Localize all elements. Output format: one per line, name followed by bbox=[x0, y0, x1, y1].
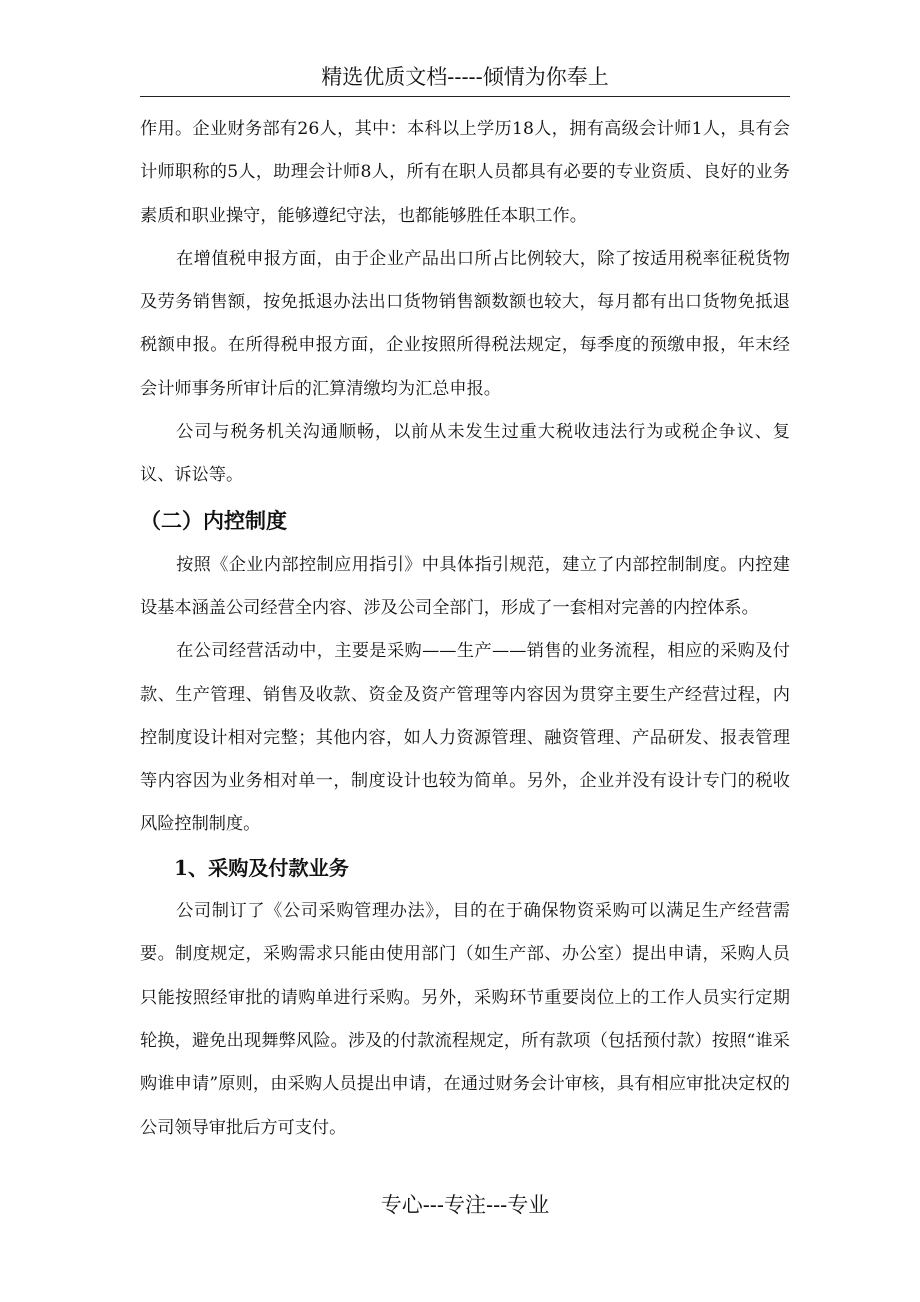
sub-heading-procurement: 1、采购及付款业务 bbox=[174, 855, 349, 880]
page-footer: 专心---专注---专业 bbox=[380, 1193, 550, 1217]
paragraph-finance-staff: 作用。企业财务部有26人，其中：本科以上学历18人，拥有高级会计师1人，具有会计师职称的5人，助理会计师8人，所有在职人员都具有必要的专业资质、良好的业务素质和职业操守，能够遵纪守法，也都能够胜任本职工作。 bbox=[140, 119, 790, 226]
paragraph-business-process: 在公司经营活动中，主要是采购——生产——销售的业务流程，相应的采购及付款、生产管理、销售及收款、资金及资产管理等内容因为贯穿主要生产经营过程，内控制度设计相对完整；其他内容，如人力资源管理、融资管理、产品研发、报表管理等内容因为业务相对单一，制度设计也较为简单。另外，企业并没有设计专门的税收风险控制制度。 bbox=[140, 641, 790, 835]
page-header: 精选优质文档-----倾情为你奉上 bbox=[321, 65, 609, 89]
section-heading-internal-control: （二）内控制度 bbox=[140, 508, 287, 533]
paragraph-tax-relations: 公司与税务机关沟通顺畅，以前从未发生过重大税收违法行为或税企争议、复议、诉讼等。 bbox=[140, 422, 790, 486]
paragraph-procurement-policy: 公司制订了《公司采购管理办法》，目的在于确保物资采购可以满足生产经营需要。制度规定，采购需求只能由使用部门（如生产部、办公室）提出申请，采购人员只能按照经审批的请购单进行采购。另外，采购环节重要岗位上的工作人员实行定期轮换，避免出现舞弊风险。涉及的付款流程规定，所有款项（包括预付款）按照“谁采购谁申请”原则，由采购人员提出申请，在通过财务会计审核，具有相应审批决定权的公司领导审批后方可支付。 bbox=[140, 901, 790, 1138]
paragraph-tax-filing: 在增值税申报方面，由于企业产品出口所占比例较大，除了按适用税率征税货物及劳务销售额，按免抵退办法出口货物销售额数额也较大，每月都有出口货物免抵退税额申报。在所得税申报方面，企业按照所得税法规定，每季度的预缴申报，年末经会计师事务所审计后的汇算清缴均为汇总申报。 bbox=[140, 248, 790, 399]
document-body bbox=[140, 108, 790, 1150]
header-divider bbox=[140, 96, 790, 97]
paragraph-internal-control-basis: 按照《企业内部控制应用指引》中具体指引规范，建立了内部控制制度。内控建设基本涵盖公司经营全内容、涉及公司全部门，形成了一套相对完善的内控体系。 bbox=[140, 554, 790, 618]
